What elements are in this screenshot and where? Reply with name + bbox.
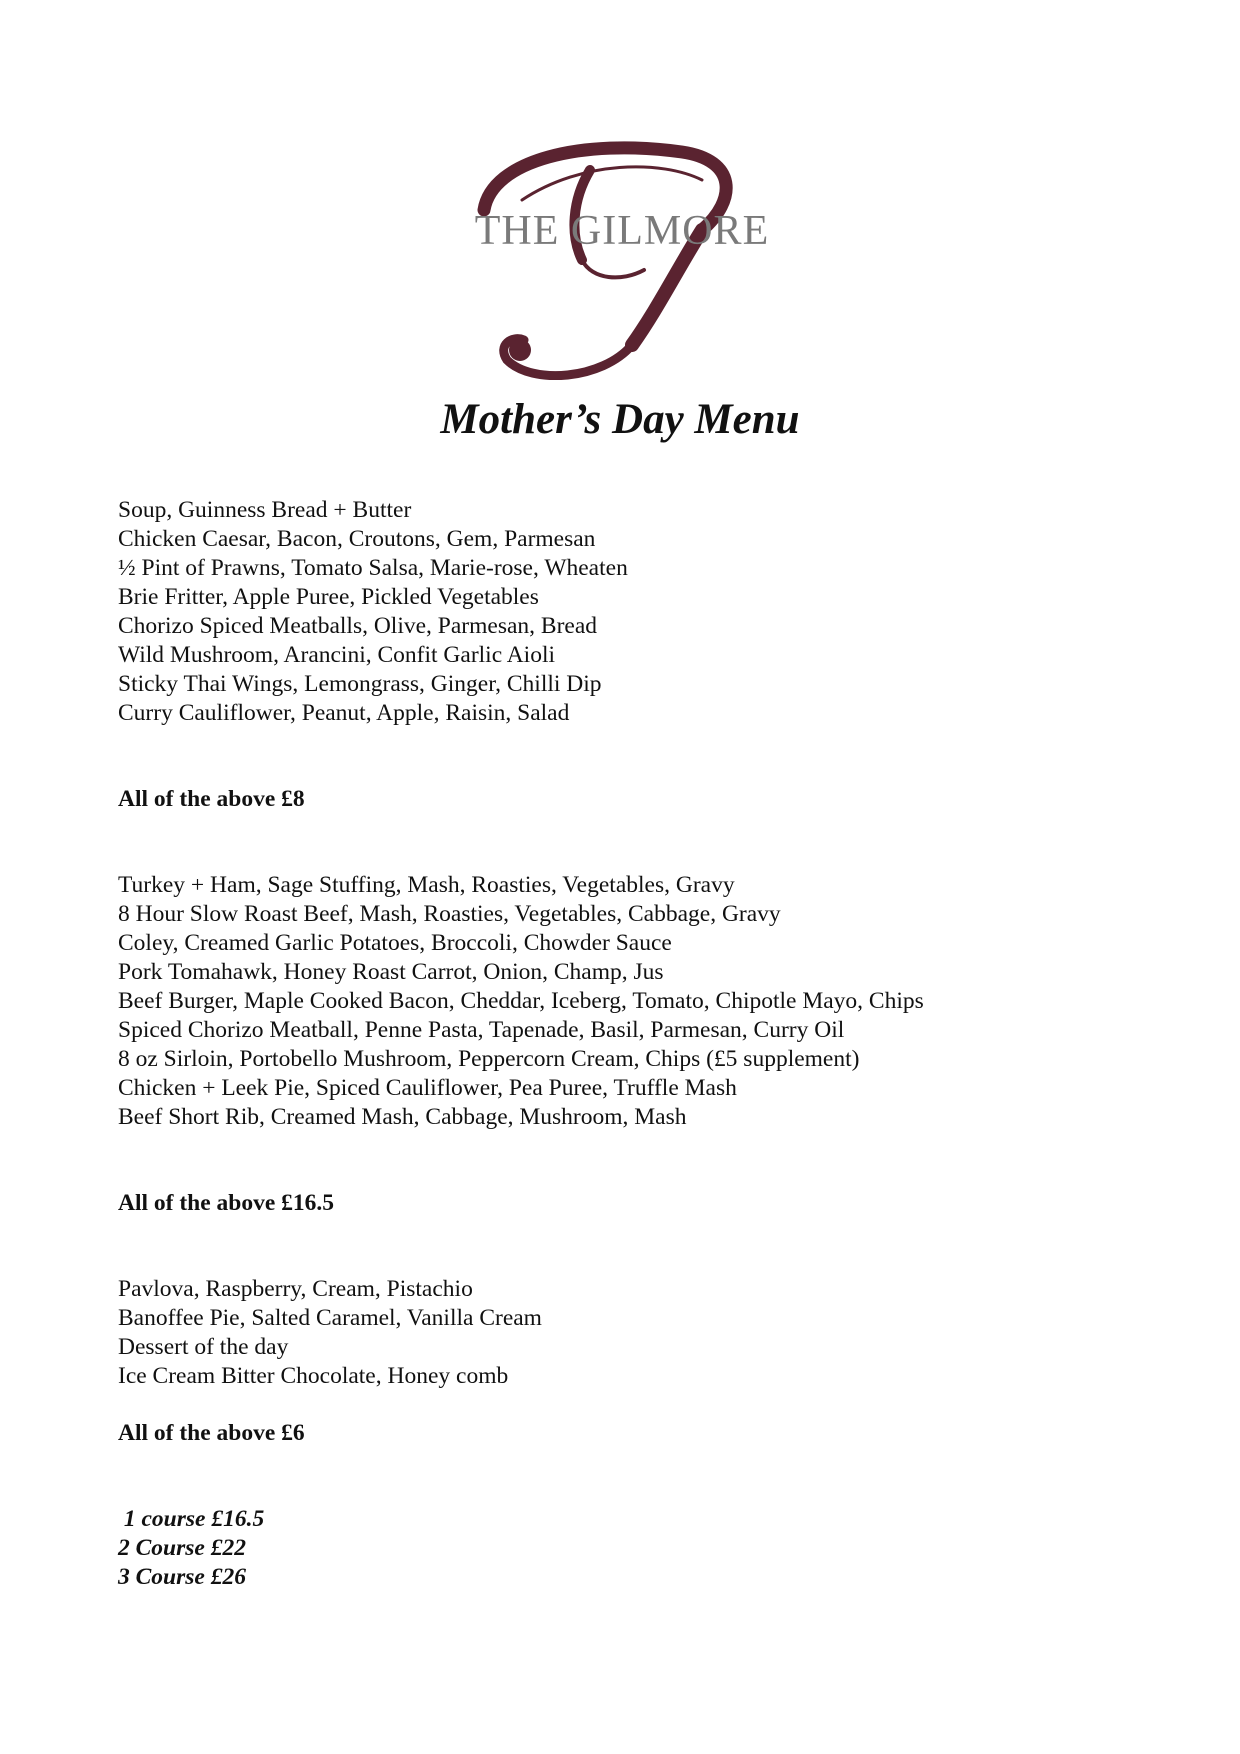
menu-item: Coley, Creamed Garlic Potatoes, Broccoli, Chowder Sauce — [118, 930, 672, 956]
menu-item: Curry Cauliflower, Peanut, Apple, Raisin, Salad — [118, 700, 570, 726]
menu-item: Wild Mushroom, Arancini, Confit Garlic Aioli — [118, 642, 556, 668]
menu-item: Chorizo Spiced Meatballs, Olive, Parmesan, Bread — [118, 613, 598, 639]
menu-item: Beef Short Rib, Creamed Mash, Cabbage, Mushroom, Mash — [118, 1104, 687, 1130]
menu-item: Chicken + Leek Pie, Spiced Cauliflower, Pea Puree, Truffle Mash — [118, 1075, 737, 1101]
menu-item: Banoffee Pie, Salted Caramel, Vanilla Cream — [118, 1305, 542, 1331]
menu-item: Ice Cream Bitter Chocolate, Honey comb — [118, 1363, 509, 1389]
logo-wordmark: THE GILMORE — [474, 208, 770, 254]
menu-item: Sticky Thai Wings, Lemongrass, Ginger, Chilli Dip — [118, 671, 602, 697]
menu-item: 8 oz Sirloin, Portobello Mushroom, Peppercorn Cream, Chips (£5 supplement) — [118, 1046, 860, 1072]
menu-item: Dessert of the day — [118, 1334, 289, 1360]
menu-item: Spiced Chorizo Meatball, Penne Pasta, Tapenade, Basil, Parmesan, Curry Oil — [118, 1017, 845, 1043]
starters-list — [118, 496, 1178, 728]
page-title: Mother’s Day Menu — [440, 396, 800, 443]
course-price-1: 1 course £16.5 — [118, 1506, 265, 1532]
mains-list — [118, 871, 1178, 1132]
desserts-price: All of the above £6 — [118, 1420, 305, 1446]
menu-item: Brie Fritter, Apple Puree, Pickled Vegetables — [118, 584, 539, 610]
menu-item: Pork Tomahawk, Honey Roast Carrot, Onion, Champ, Jus — [118, 959, 664, 985]
course-price-3: 3 Course £26 — [118, 1564, 246, 1590]
menu-item: Soup, Guinness Bread + Butter — [118, 497, 412, 523]
course-price-2: 2 Course £22 — [118, 1535, 246, 1561]
menu-item: ½ Pint of Prawns, Tomato Salsa, Marie-rose, Wheaten — [118, 555, 628, 581]
menu-item: Turkey + Ham, Sage Stuffing, Mash, Roasties, Vegetables, Gravy — [118, 872, 735, 898]
menu-item: Beef Burger, Maple Cooked Bacon, Cheddar, Iceberg, Tomato, Chipotle Mayo, Chips — [118, 988, 924, 1014]
course-prices — [118, 1505, 1178, 1592]
menu-item: 8 Hour Slow Roast Beef, Mash, Roasties, Vegetables, Cabbage, Gravy — [118, 901, 781, 927]
menu-item: Pavlova, Raspberry, Cream, Pistachio — [118, 1276, 473, 1302]
menu-item: Chicken Caesar, Bacon, Croutons, Gem, Parmesan — [118, 526, 596, 552]
desserts-list — [118, 1275, 1178, 1391]
menu-content — [118, 496, 1178, 1592]
starters-price: All of the above £8 — [118, 786, 305, 812]
mains-price: All of the above £16.5 — [118, 1190, 335, 1216]
gilmore-logo — [462, 140, 782, 380]
